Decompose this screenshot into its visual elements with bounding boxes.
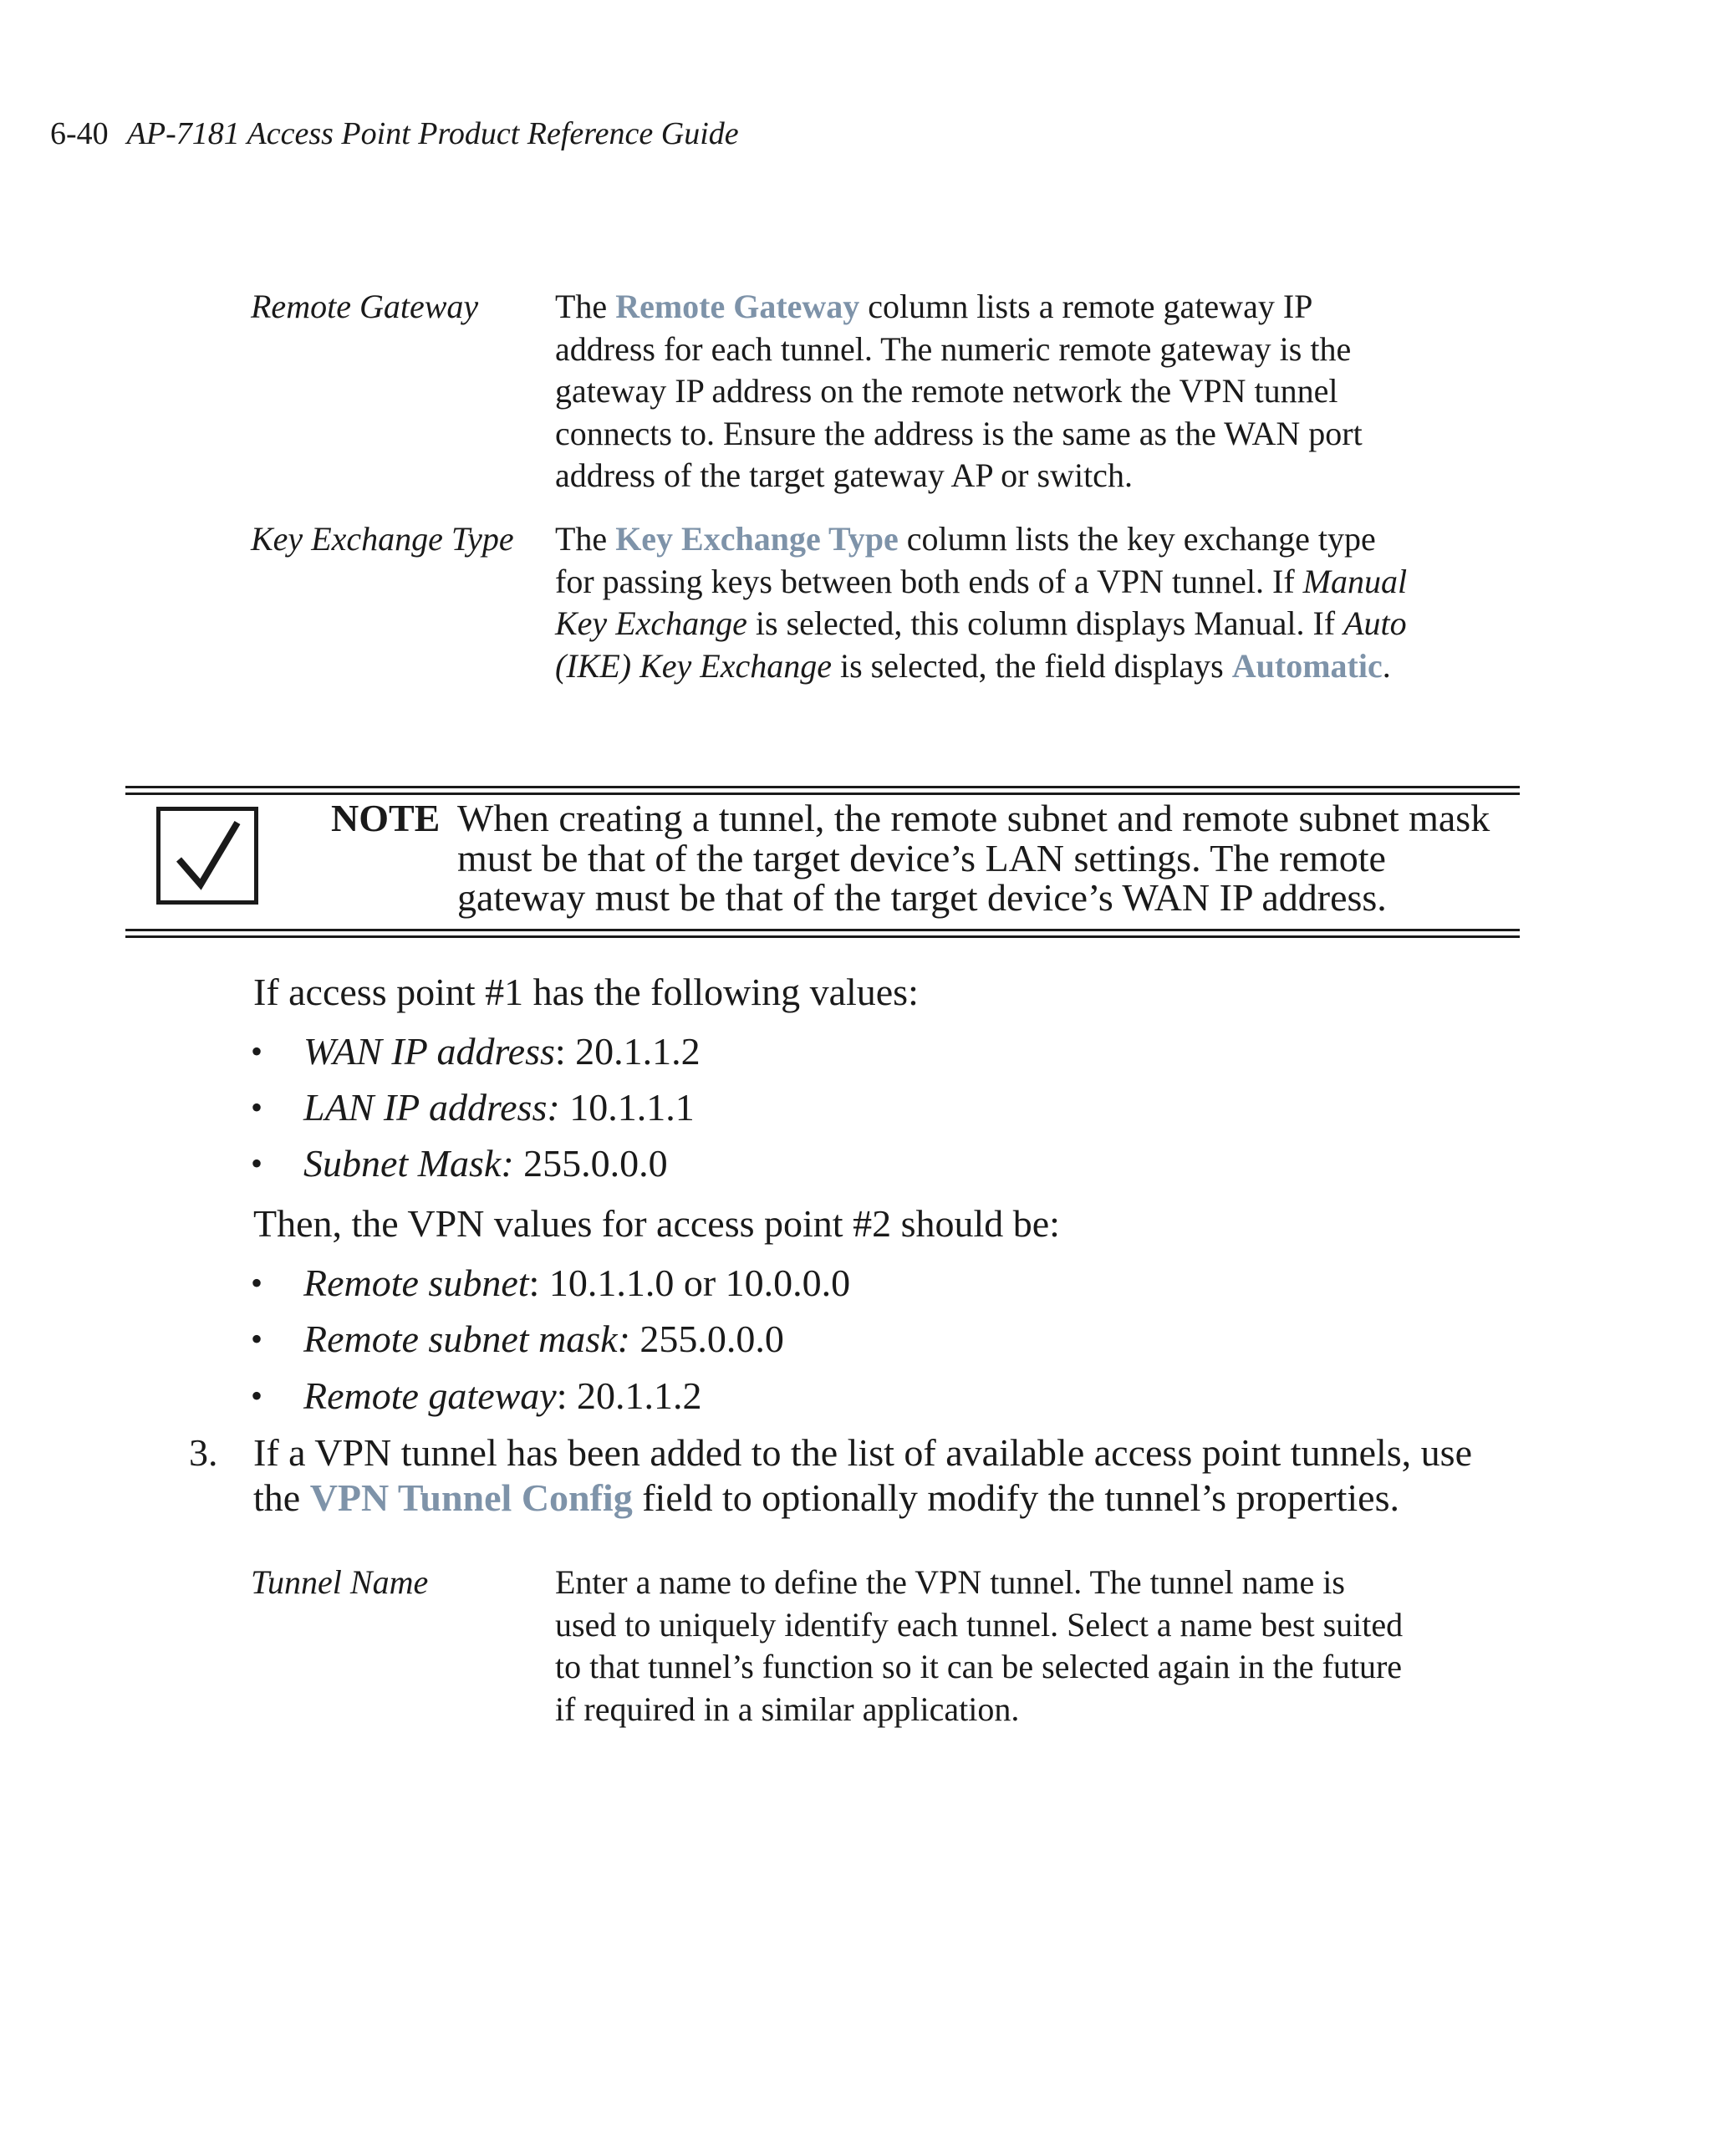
list-item-value: 255.0.0.0 bbox=[639, 1318, 784, 1360]
list-item-sep bbox=[560, 1086, 570, 1129]
list-item-value: 255.0.0.0 bbox=[523, 1142, 668, 1185]
note-top-rule bbox=[125, 786, 1520, 788]
definition-desc-tunnel-name: Enter a name to define the VPN tunnel. The tunnel name is used to uniquely identify each tunnel. Select a name best suited to that tunnel’s function so it can be selected again in the future if required in a similar application. bbox=[555, 1563, 1404, 1728]
list-item-label: Subnet Mask: bbox=[303, 1142, 514, 1185]
list-item-label: Remote gateway bbox=[303, 1374, 557, 1417]
list-item-label: Remote subnet mask: bbox=[303, 1318, 630, 1360]
book-title: AP-7181 Access Point Product Reference Guide bbox=[126, 116, 739, 151]
desc-text: column lists a remote gateway IP address for each tunnel. The numeric remote gateway is the gateway IP address on the remote network the VPN tunnel connects to. Ensure the address is the same as the WAN port address of the target gateway AP or switch. bbox=[555, 288, 1363, 494]
list-item-sep: : bbox=[528, 1261, 549, 1304]
step-3-text bbox=[253, 1430, 1524, 1521]
list-item-label: WAN IP address bbox=[303, 1030, 555, 1073]
list-item bbox=[303, 1141, 668, 1186]
bullet-glyph: • bbox=[251, 1144, 263, 1182]
list-item-sep bbox=[630, 1318, 640, 1360]
highlight-remote-gateway: Remote Gateway bbox=[615, 288, 860, 325]
step-text: field to optionally modify the tunnel’s properties. bbox=[632, 1476, 1400, 1519]
ap1-intro: If access point #1 has the following values: bbox=[253, 971, 919, 1013]
checkmark-icon bbox=[156, 807, 258, 905]
note-label: NOTE bbox=[331, 797, 441, 839]
bullet-glyph: • bbox=[251, 1032, 263, 1070]
definition-desc-key-exchange-type bbox=[555, 518, 1408, 687]
desc-text: is selected, this column displays Manual. If bbox=[746, 604, 1344, 642]
step-text: If a VPN tunnel has been added to the list of available access point tunnels, use the bbox=[253, 1431, 1472, 1519]
highlight-vpn-tunnel-config: VPN Tunnel Config bbox=[309, 1476, 633, 1519]
list-item-value: 20.1.1.2 bbox=[577, 1374, 702, 1417]
desc-text: . bbox=[1382, 646, 1391, 685]
list-item-label: LAN IP address: bbox=[303, 1086, 560, 1129]
desc-text: column lists the key exchange type for passing keys between both ends of a VPN tunnel. If bbox=[555, 520, 1376, 600]
bullet-glyph: • bbox=[251, 1320, 263, 1358]
desc-text: is selected, the field displays bbox=[831, 646, 1232, 685]
list-item bbox=[303, 1317, 784, 1362]
list-item bbox=[303, 1029, 701, 1074]
definition-term-key-exchange-type: Key Exchange Type bbox=[251, 520, 514, 558]
bullet-glyph: • bbox=[251, 1264, 263, 1302]
page-number: 6-40 bbox=[50, 116, 109, 151]
italic-manual-key-exchange: Manual Key Exchange bbox=[555, 562, 1408, 642]
desc-text: The bbox=[555, 520, 616, 558]
note-text: When creating a tunnel, the remote subnet and remote subnet mask must be that of the target device’s LAN settings. The remote gateway must be that of the target device’s WAN IP address. bbox=[457, 797, 1490, 919]
italic-auto-ike-key-exchange: Auto (IKE) Key Exchange bbox=[555, 604, 1407, 685]
list-item-sep bbox=[514, 1142, 524, 1185]
step-number: 3. bbox=[189, 1431, 218, 1474]
list-item-label: Remote subnet bbox=[303, 1261, 529, 1304]
highlight-key-exchange-type: Key Exchange Type bbox=[615, 520, 899, 558]
page-header bbox=[50, 115, 739, 152]
definition-term-remote-gateway: Remote Gateway bbox=[251, 288, 479, 325]
list-item-value: 10.1.1.1 bbox=[569, 1086, 695, 1129]
note-top-rule-inner bbox=[125, 793, 1520, 795]
list-item bbox=[303, 1085, 695, 1130]
bullet-glyph: • bbox=[251, 1377, 263, 1414]
bullet-glyph: • bbox=[251, 1088, 263, 1126]
definition-term-tunnel-name: Tunnel Name bbox=[251, 1563, 429, 1601]
list-item bbox=[303, 1374, 702, 1419]
highlight-automatic: Automatic bbox=[1231, 646, 1383, 685]
list-item-value: 20.1.1.2 bbox=[575, 1030, 701, 1073]
note-bottom-rule-inner bbox=[125, 935, 1520, 938]
ap2-intro: Then, the VPN values for access point #2 should be: bbox=[253, 1202, 1060, 1245]
list-item-sep: : bbox=[556, 1374, 578, 1417]
note-bottom-rule bbox=[125, 929, 1520, 931]
list-item-value: 10.1.1.0 or 10.0.0.0 bbox=[548, 1261, 851, 1304]
list-item-sep: : bbox=[554, 1030, 576, 1073]
list-item bbox=[303, 1261, 850, 1306]
desc-text: The bbox=[555, 288, 616, 325]
definition-desc-remote-gateway bbox=[555, 286, 1408, 497]
